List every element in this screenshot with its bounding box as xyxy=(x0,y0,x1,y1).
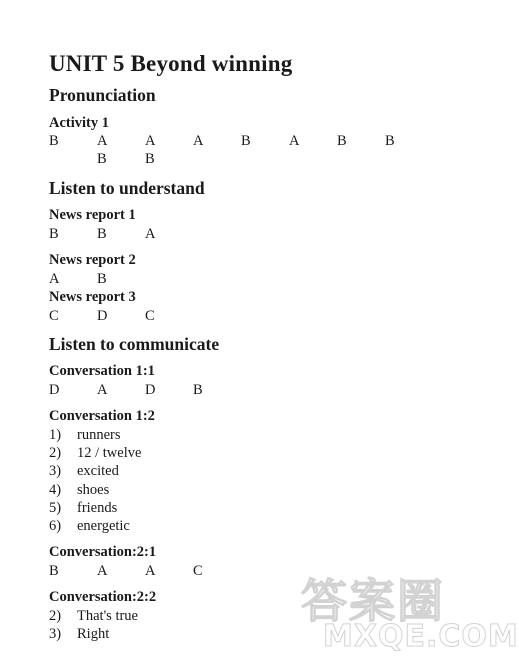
section-heading-pronunciation: Pronunciation xyxy=(49,85,156,105)
answer: C xyxy=(193,563,203,579)
answer: B xyxy=(49,563,59,579)
list-item-number: 5) xyxy=(49,500,62,516)
answer: A xyxy=(97,382,108,398)
answer: B xyxy=(193,382,203,398)
watermark-cn-text: 答案圈 xyxy=(301,574,445,628)
conversation-1-2-label: Conversation 1:2 xyxy=(49,408,155,424)
answer: B xyxy=(49,226,59,242)
list-item-number: 2) xyxy=(49,445,62,461)
answer: A xyxy=(145,226,156,242)
list-item-text: excited xyxy=(77,463,119,479)
answer: B xyxy=(97,271,107,287)
answer: D xyxy=(49,382,60,398)
answer: A xyxy=(289,133,300,149)
answer: B xyxy=(241,133,251,149)
list-item-number: 4) xyxy=(49,482,62,498)
conversation-1-1-label: Conversation 1:1 xyxy=(49,363,155,379)
answer: A xyxy=(97,563,108,579)
watermark-en-text: MXQE.COM xyxy=(323,619,519,654)
list-item-text: 12 / twelve xyxy=(77,445,142,461)
list-item-text: friends xyxy=(77,500,118,516)
answer: B xyxy=(97,151,107,167)
answer: C xyxy=(145,308,155,324)
answer: A xyxy=(97,133,108,149)
list-item-number: 3) xyxy=(49,463,62,479)
answer: C xyxy=(49,308,59,324)
answer: B xyxy=(49,133,59,149)
answer: B xyxy=(385,133,395,149)
answer: A xyxy=(49,271,60,287)
list-item-number: 6) xyxy=(49,518,62,534)
answer: D xyxy=(145,382,156,398)
answer: B xyxy=(145,151,155,167)
section-heading-listen-understand: Listen to understand xyxy=(49,178,205,198)
page-title: UNIT 5 Beyond winning xyxy=(49,51,293,76)
conversation-2-1-label: Conversation:2:1 xyxy=(49,544,157,560)
news-report-1-label: News report 1 xyxy=(49,207,136,223)
list-item-number: 3) xyxy=(49,626,62,642)
list-item-text: That's true xyxy=(77,608,138,624)
answer: A xyxy=(145,133,156,149)
news-report-2-label: News report 2 xyxy=(49,252,136,268)
list-item-number: 1) xyxy=(49,427,62,443)
list-item-text: runners xyxy=(77,427,121,443)
answer: D xyxy=(97,308,108,324)
list-item-number: 2) xyxy=(49,608,62,624)
answer: A xyxy=(193,133,204,149)
section-heading-listen-communicate: Listen to communicate xyxy=(49,334,220,354)
answer: B xyxy=(337,133,347,149)
list-item-text: energetic xyxy=(77,518,130,534)
news-report-3-label: News report 3 xyxy=(49,289,136,305)
list-item-text: Right xyxy=(77,626,110,642)
list-item-text: shoes xyxy=(77,482,110,498)
answer: B xyxy=(97,226,107,242)
conversation-2-2-label: Conversation:2:2 xyxy=(49,589,157,605)
activity-1-label: Activity 1 xyxy=(49,115,109,131)
answer: A xyxy=(145,563,156,579)
watermark-logo xyxy=(301,565,519,655)
